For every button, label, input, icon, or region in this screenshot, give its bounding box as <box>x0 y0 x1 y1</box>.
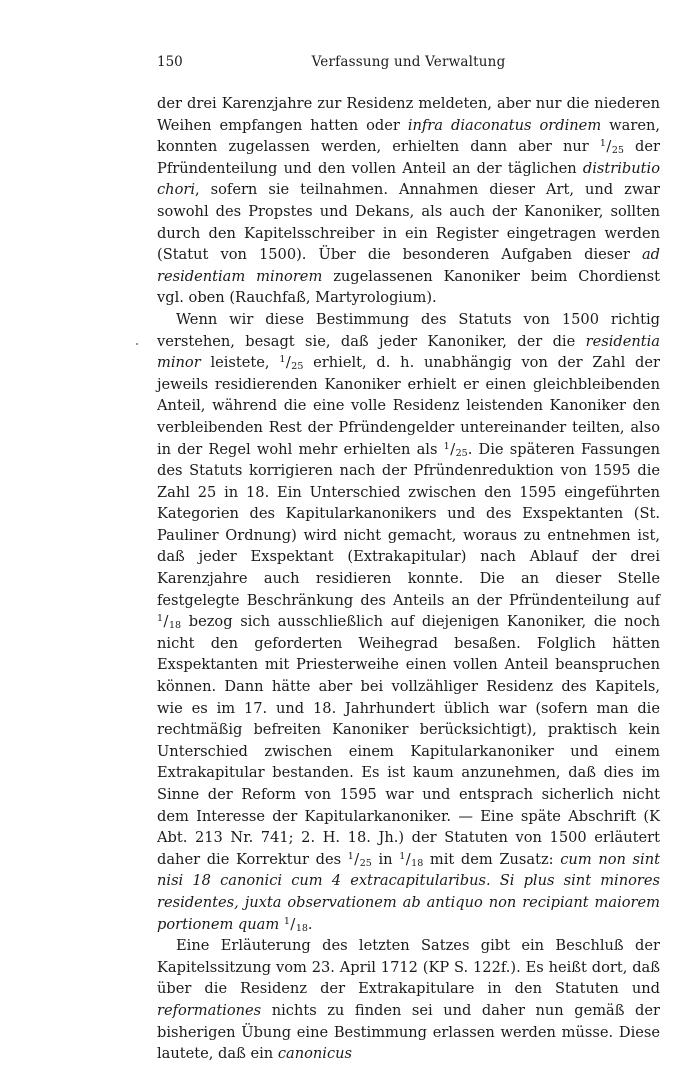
running-title: Verfassung und Verwaltung <box>311 54 506 70</box>
fraction: $^1/_{18}$ <box>157 613 182 632</box>
fraction-denominator: 25 <box>455 447 468 459</box>
italic-latin-phrase: residentia minor <box>157 332 660 372</box>
paragraph <box>157 93 660 309</box>
text-run: Wenn wir diese Bestimmung des Statuts von 1500 richtig verstehen, besagt sie, daß jeder Kanoniker, der die <box>157 310 660 350</box>
fraction-numerator: 1 <box>599 138 606 150</box>
fraction-numerator: 1 <box>279 354 286 366</box>
fraction-numerator: 1 <box>443 440 450 452</box>
text-run: leistete, <box>200 354 280 372</box>
text-run: mit dem Zusatz: <box>423 850 561 868</box>
page-header <box>157 54 660 76</box>
fraction: $^1/_{18}$ <box>283 915 308 934</box>
text-run: der drei Karenzjahre zur Residenz meldeten, aber nur die niederen Weihen empfangen hatten oder <box>157 95 660 134</box>
paragraph <box>157 935 660 1065</box>
text-run: nichts zu finden sei und daher nun gemäß der bisherigen Übung eine Bestimmung erlassen werden müsse. Diese lautete, daß ein <box>157 1001 660 1063</box>
text-run: Eine Erläuterung des letzten Satzes gibt ein Beschluß der Kapitelssitzung vom 23. April 1712 (KP S. 122f.). Es heißt dort, daß über die Residenz der Extrakapitulare in den Statuten und <box>157 937 660 998</box>
fraction: $^1/_{25}$ <box>599 138 624 157</box>
fraction-denominator: 18 <box>168 620 182 632</box>
fraction-numerator: 1 <box>347 850 354 862</box>
fraction-numerator: 1 <box>283 915 290 927</box>
fraction: $^1/_{25}$ <box>279 354 304 373</box>
italic-latin-phrase: cum non sint nisi 18 canonici cum 4 extracapitularibus. Si plus sint minores residentes, juxta observationem ab antiquo non recipiant maiorem portionem quam <box>157 850 660 933</box>
italic-latin-phrase: infra diaconatus ordinem <box>407 116 602 134</box>
text-run: zugelassenen Kanoniker beim Chordienst vgl. oben (Rauchfaß, Martyrologium). <box>157 267 661 307</box>
text-run: erhielt, d. h. unabhängig von der Zahl der jeweils residierenden Kanoniker erhielt er einen gleichbleibenden Anteil, während die eine volle Residenz leistenden Kanoniker den verbleibenden Rest der Pfründengelder untereinander teilten, also in der Regel wohl mehr erhielten als <box>157 354 660 458</box>
fraction: $^1/_{25}$ <box>443 440 468 459</box>
fraction-denominator: 25 <box>291 361 304 373</box>
italic-latin-phrase: ad residentiam minorem <box>157 246 660 285</box>
italic-latin-phrase: reformationes <box>157 1001 262 1019</box>
fraction-denominator: 25 <box>359 857 372 869</box>
body-text <box>157 93 660 1065</box>
paragraph <box>157 309 660 935</box>
fraction-numerator: 1 <box>399 850 406 862</box>
fraction-denominator: 18 <box>295 922 308 934</box>
italic-latin-phrase: canonicus <box>277 1045 353 1063</box>
fraction-denominator: 18 <box>411 857 424 869</box>
text-run: . Die späteren Fassungen des Statuts korrigieren nach der Pfründenreduktion von 1595 die Zahl 25 in 18. Ein Unterschied zwischen den 1595 eingeführten Kategorien des Kapitularkanonikers und des Exspektanten (St. Pauliner Ordnung) wird nicht gemacht, woraus zu entnehmen ist, daß jeder Exspektant (Extrakapitular) nach Ablauf der drei Karenzjahre auch residieren konnte. Die an dieser Stelle festgelegte Beschränkung des Anteils an der Pfründenteilung auf <box>157 440 660 609</box>
fraction-numerator: 1 <box>157 613 164 625</box>
italic-latin-phrase: distributio chori <box>157 159 660 199</box>
text-run: , sofern sie teilnahmen. Annahmen dieser Art, und zwar sowohl des Propstes und Dekans, als auch der Kanoniker, sollten durch den Kapitelsschreiber in ein Register eingetragen werden (Statut von 1500). Über die besonderen Aufgaben dieser <box>157 181 660 264</box>
fraction-denominator: 25 <box>611 145 624 157</box>
text-run: bezog sich ausschließlich auf diejenigen Kanoniker, die noch nicht den geforderten Weihegrad besaßen. Folglich hätten Exspektanten mit Priesterweihe einen vollen Anteil beanspruchen können. Dann hätte aber bei vollzähliger Residenz des Kapitels, wie es im 17. und 18. Jahrhundert üblich war (sofern man die rechtmäßig befreiten Kanoniker berücksichtigt), praktisch kein Unterschied zwischen einem Kapitularkanoniker und einem Extrakapitular bestanden. Es ist kaum anzunehmen, daß dies im Sinne der Reform von 1595 war und entsprach sicherlich nicht dem Interesse der Kapitularkanoniker. — Eine späte Abschrift (K Abt. 213 Nr. 741; 2. H. 18. Jh.) der Statuten von 1500 erläutert daher die Korrektur des <box>157 613 660 868</box>
fraction: $^1/_{18}$ <box>399 850 424 869</box>
text-run: waren, konnten zugelassen werden, erhielten dann aber nur <box>157 116 660 156</box>
page-number: 150 <box>157 54 183 70</box>
text-run: . <box>307 915 313 933</box>
text-run: in <box>371 850 400 868</box>
fraction: $^1/_{25}$ <box>347 850 372 869</box>
text-run: der Pfründenteilung und den vollen Anteil an der täglichen <box>157 138 660 177</box>
margin-mark <box>136 343 138 345</box>
